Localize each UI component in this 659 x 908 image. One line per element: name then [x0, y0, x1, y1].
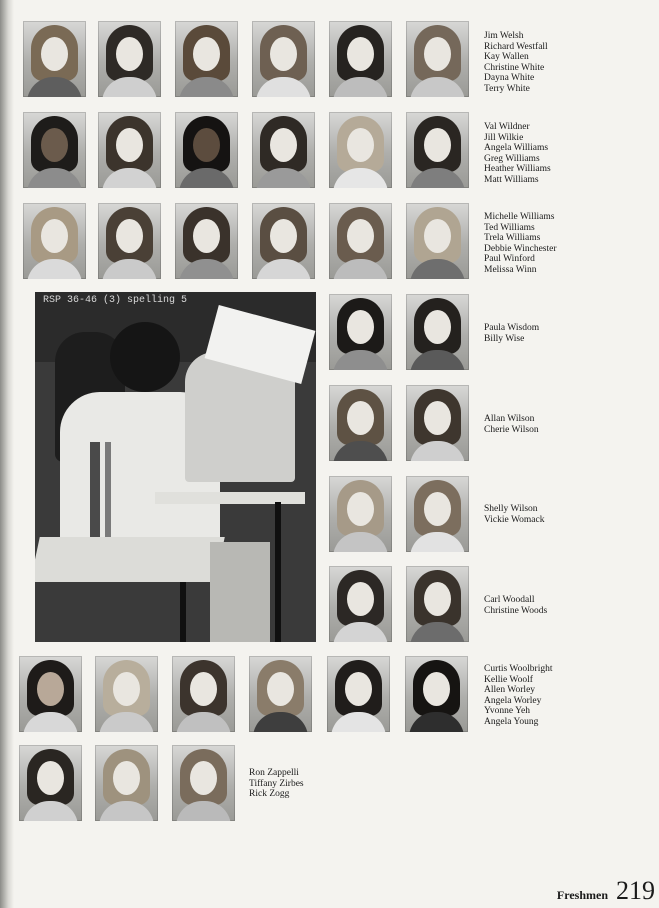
school-desk — [155, 492, 305, 504]
student-portrait — [406, 294, 469, 370]
student-name: Tiffany Zirbes — [249, 778, 304, 789]
desk-leg — [275, 502, 281, 642]
student-name: Angela Williams — [484, 143, 549, 153]
student-portrait — [23, 112, 86, 188]
student-portrait — [98, 21, 161, 97]
student-portrait — [172, 745, 235, 821]
student-portrait — [329, 566, 392, 642]
name-list — [484, 595, 547, 616]
student-portrait — [172, 656, 235, 732]
student-name: Val Wildner — [484, 122, 530, 132]
student-portrait — [175, 21, 238, 97]
student-name: Christine Woods — [484, 605, 548, 616]
student-portrait — [329, 294, 392, 370]
name-list — [484, 414, 539, 435]
name-list — [249, 768, 304, 800]
student-name: Kellie Woolf — [484, 674, 533, 685]
student-portrait — [175, 203, 238, 279]
student-portrait — [329, 21, 392, 97]
student-name: Paul Winford — [484, 254, 535, 264]
student-name: Dayna White — [484, 73, 535, 83]
student-name: Jim Welsh — [484, 31, 524, 41]
student-name: Matt Williams — [484, 174, 539, 185]
student-figure — [110, 322, 180, 392]
student-portrait — [252, 21, 315, 97]
student-portrait — [406, 385, 469, 461]
student-name: Billy Wise — [484, 333, 525, 344]
student-name: Heather Williams — [484, 164, 551, 174]
student-portrait — [329, 385, 392, 461]
student-name: Allen Worley — [484, 685, 536, 695]
desk-leg — [180, 582, 186, 642]
school-desk — [35, 537, 225, 582]
name-list — [484, 212, 557, 275]
student-name: Angela Young — [484, 716, 539, 727]
student-name: Melissa Winn — [484, 264, 537, 275]
student-name: Paula Wisdom — [484, 323, 540, 333]
student-portrait — [406, 112, 469, 188]
student-name: Debbie Winchester — [484, 243, 557, 254]
student-name: Curtis Woolbright — [484, 664, 553, 674]
name-list — [484, 122, 551, 185]
chalkboard-writing: RSP 36-46 (3) spelling 5 — [43, 295, 188, 306]
student-portrait — [19, 745, 82, 821]
student-name: Ron Zappelli — [249, 768, 299, 778]
student-portrait — [175, 112, 238, 188]
page-binding-edge — [0, 0, 14, 908]
student-portrait — [329, 203, 392, 279]
student-name: Christine White — [484, 62, 545, 73]
student-portrait — [252, 203, 315, 279]
student-portrait — [329, 112, 392, 188]
sweater-stripe — [105, 442, 111, 552]
student-figure — [210, 542, 270, 642]
candid-classroom-photo — [35, 292, 316, 642]
name-list — [484, 504, 544, 525]
name-list — [484, 664, 552, 727]
section-title: Freshmen — [556, 888, 608, 902]
student-portrait — [249, 656, 312, 732]
student-portrait — [327, 656, 390, 732]
page-number: 219 — [616, 876, 655, 905]
student-portrait — [98, 203, 161, 279]
student-portrait — [23, 21, 86, 97]
student-portrait — [23, 203, 86, 279]
student-portrait — [406, 476, 469, 552]
student-portrait — [95, 656, 158, 732]
student-portrait — [98, 112, 161, 188]
student-name: Jill Wilkie — [484, 132, 524, 143]
student-name: Allan Wilson — [484, 414, 535, 424]
student-portrait — [406, 21, 469, 97]
student-name: Ted Williams — [484, 222, 535, 233]
sweater-stripe — [90, 442, 100, 552]
student-name: Carl Woodall — [484, 595, 535, 605]
student-name: Rick Zogg — [249, 789, 290, 799]
student-name: Vickie Womack — [484, 514, 545, 525]
name-list — [484, 31, 548, 94]
student-name: Kay Wallen — [484, 52, 529, 62]
student-name: Michelle Williams — [484, 212, 555, 222]
page-footer — [557, 876, 655, 906]
student-name: Trela Williams — [484, 233, 541, 243]
name-list — [484, 323, 539, 344]
student-portrait — [95, 745, 158, 821]
student-portrait — [329, 476, 392, 552]
student-portrait — [252, 112, 315, 188]
student-name: Richard Westfall — [484, 41, 548, 52]
student-name: Cherie Wilson — [484, 424, 539, 435]
student-name: Yvonne Yeh — [484, 706, 531, 716]
student-portrait — [19, 656, 82, 732]
student-name: Angela Worley — [484, 695, 542, 706]
student-name: Terry White — [484, 83, 530, 94]
student-portrait — [406, 566, 469, 642]
student-portrait — [405, 656, 468, 732]
student-name: Shelly Wilson — [484, 504, 538, 514]
student-name: Greg Williams — [484, 153, 540, 164]
student-portrait — [406, 203, 469, 279]
